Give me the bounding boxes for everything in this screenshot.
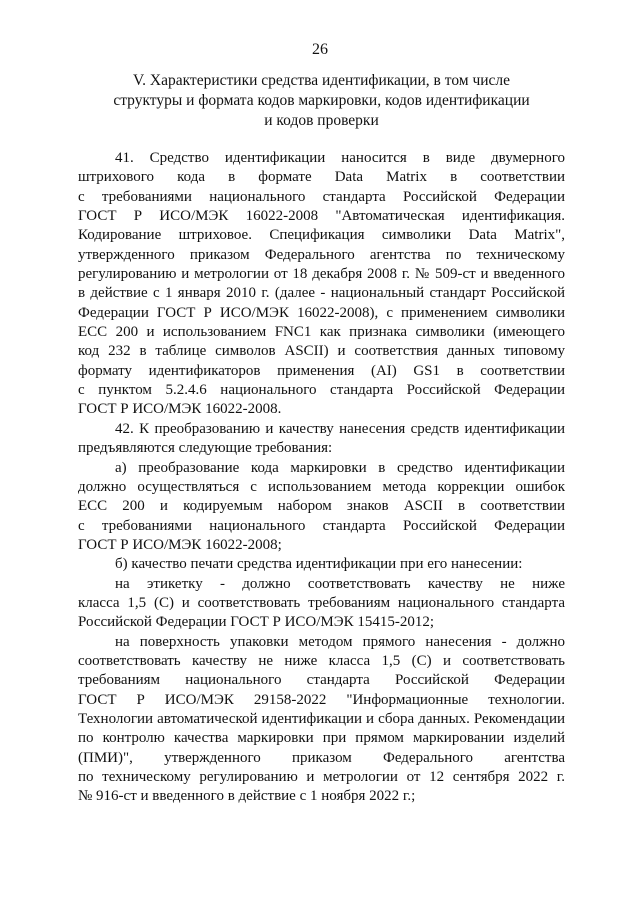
text-line: утвержденного приказом Федерального агентства по техническому — [78, 246, 565, 263]
text-line: Российской Федерации ГОСТ Р ИСО/МЭК 15415-2012; — [78, 614, 435, 631]
page-number: 26 — [312, 41, 328, 58]
text-line: по техническому регулированию и метрологии от 12 сентября 2022 г. — [78, 769, 565, 785]
text-line: на этикетку - должно соответствовать качеству не ниже — [115, 575, 565, 592]
text-line: № 916-ст и введенного в действие с 1 ноября 2022 г.; — [78, 788, 416, 805]
text-line: код 232 в таблице символов ASCII) и соответствия данных типовому — [78, 343, 565, 360]
text-line: Федерации ГОСТ Р ИСО/МЭК 16022-2008), с применением символики — [78, 304, 565, 321]
text-line: ЕСС 200 и кодируемым набором знаков ASCII в соответствии — [78, 498, 565, 515]
text-line: ГОСТ Р ИСО/МЭК 29158-2022 "Информационные технологии. — [78, 691, 565, 708]
section-title-line: и кодов проверки — [264, 112, 379, 129]
text-line: Технологии автоматической идентификации и сбора данных. Рекомендации — [78, 710, 565, 727]
text-line: должно осуществляться с использованием метода коррекции ошибок — [78, 478, 565, 495]
text-line: регулированию и метрологии от 18 декабря 2008 г. № 509-ст и введенного — [78, 266, 565, 283]
text-line: ГОСТ Р ИСО/МЭК 16022-2008; — [78, 536, 282, 553]
text-line: Кодирование штриховое. Спецификация символики Data Matrix", — [78, 227, 565, 244]
text-line: в действие с 1 января 2010 г. (далее - национальный стандарт Российской — [78, 285, 565, 302]
text-line: а) преобразование кода маркировки в средство идентификации — [115, 459, 565, 476]
text-line: ЕСС 200 и использованием FNC1 как признака символики (имеющего — [78, 324, 565, 341]
text-line: по контролю качества маркировки при прямом маркировании изделий — [78, 730, 565, 747]
text-line: ГОСТ Р ИСО/МЭК 16022-2008 "Автоматическая идентификация. — [78, 208, 565, 225]
text-line: ГОСТ Р ИСО/МЭК 16022-2008. — [78, 401, 282, 418]
body-text — [78, 149, 565, 807]
section-title-line: структуры и формата кодов маркировки, кодов идентификации — [113, 92, 530, 109]
text-line: класса 1,5 (C) и соответствовать требованиям национального стандарта — [78, 594, 565, 611]
text-line: (ПМИ)", утвержденного приказом Федерального агентства — [78, 749, 565, 766]
section-title — [78, 71, 565, 131]
text-line: с требованиями национального стандарта Российской Федерации — [78, 517, 565, 534]
text-line: предъявляются следующие требования: — [78, 440, 333, 457]
section-title-line: V. Характеристики средства идентификации, в том числе — [132, 72, 511, 89]
text-line: штрихового кода в формате Data Matrix в соответствии — [78, 169, 565, 186]
text-line: формату идентификаторов применения (AI) GS1 в соответствии — [78, 362, 565, 379]
text-line: соответствовать качеству не ниже класса 1,5 (C) и соответствовать — [78, 652, 565, 669]
text-line: с пунктом 5.2.4.6 национального стандарта Российской Федерации — [78, 382, 565, 399]
text-line: на поверхность упаковки методом прямого нанесения - должно — [115, 633, 565, 650]
text-line: требованиям национального стандарта Российской Федерации — [78, 672, 565, 689]
text-line: б) качество печати средства идентификации при его нанесении: — [115, 556, 523, 573]
text-line: 42. К преобразованию и качеству нанесения средств идентификации — [115, 420, 565, 437]
text-line: с требованиями национального стандарта Российской Федерации — [78, 188, 565, 205]
text-line: 41. Средство идентификации наносится в виде двумерного — [115, 150, 565, 166]
